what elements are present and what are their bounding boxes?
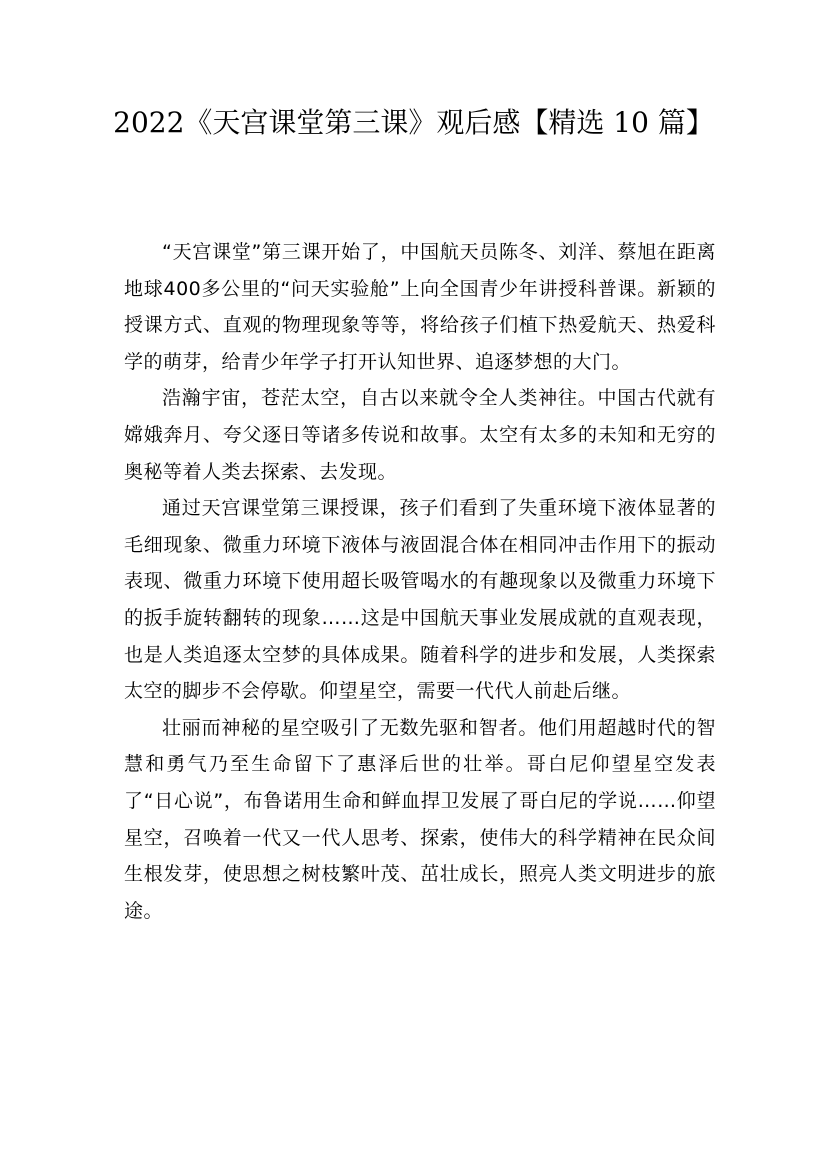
paragraph-2: 浩瀚宇宙，苍茫太空，自古以来就令全人类神往。中国古代就有嫦娥奔月、夸父逐日等诸多传说和故事。太空有太多的未知和无穷的奥秘等着人类去探索、去发现。 — [124, 387, 716, 483]
paragraph-4: 壮丽而神秘的星空吸引了无数先驱和智者。他们用超越时代的智慧和勇气乃至生命留下了惠泽后世的壮举。哥白尼仰望星空发表了“日心说”，布鲁诺用生命和鲜血捍卫发展了哥白尼的学说……仰望星空，召唤着一代又一代人思考、探索，使伟大的科学精神在民众间生根发芽，使思想之树枝繁叶茂、茁壮成长，照亮人类文明进步的旅途。 — [124, 716, 716, 922]
paragraph-1: “天宫课堂”第三课开始了，中国航天员陈冬、刘洋、蔡旭在距离地球400多公里的“问天实验舱”上向全国青少年讲授科普课。新颖的授课方式、直观的物理现象等等，将给孩子们植下热爱航天、热爱科学的萌芽，给青少年学子打开认知世界、追逐梦想的大门。 — [124, 241, 716, 373]
document-body — [124, 234, 716, 929]
paragraph-3: 通过天宫课堂第三课授课，孩子们看到了失重环境下液体显著的毛细现象、微重力环境下液体与液固混合体在相同冲击作用下的振动表现、微重力环境下使用超长吸管喝水的有趣现象以及微重力环境下的扳手旋转翻转的现象……这是中国航天事业发展成就的直观表现，也是人类追逐太空梦的具体成果。随着科学的进步和发展，人类探索太空的脚步不会停歇。仰望星空，需要一代代人前赴后继。 — [124, 497, 716, 703]
document-title: 2022《天宫课堂第三课》观后感【精选 10 篇】 — [113, 106, 714, 139]
